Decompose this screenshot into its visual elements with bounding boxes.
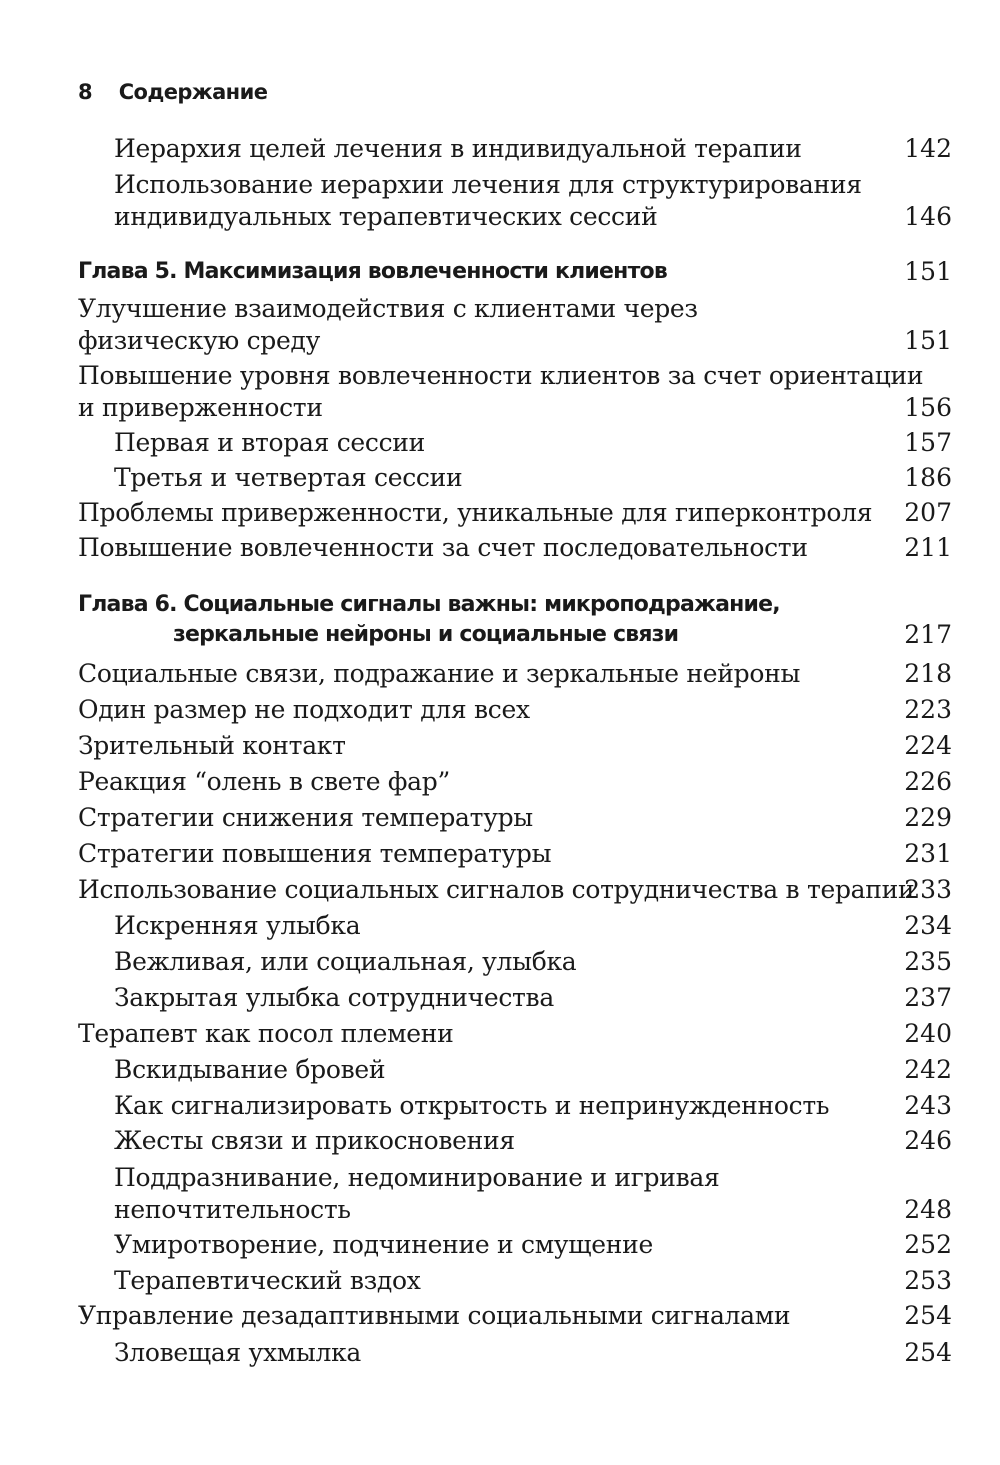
toc-entry-title-line2: физическую среду [78, 326, 321, 355]
toc-entry-title-line2: индивидуальных терапевтических сессий [114, 202, 658, 231]
toc-entry-page: 207 [904, 498, 952, 527]
toc-entry-page: 234 [904, 911, 952, 940]
toc-entry-page: 252 [904, 1230, 952, 1259]
toc-entry-page: 237 [904, 983, 952, 1012]
toc-entry-page: 211 [904, 533, 952, 562]
toc-entry-title: Повышение вовлеченности за счет последовательности [78, 533, 808, 562]
toc-entry-title: Искренняя улыбка [114, 911, 361, 940]
chapter-title-line2: зеркальные нейроны и социальные связи [173, 622, 679, 647]
toc-entry-page: 146 [904, 202, 952, 231]
toc-entry-page: 223 [904, 695, 952, 724]
toc-entry-title: Стратегии снижения температуры [78, 803, 533, 832]
toc-entry-title: Использование социальных сигналов сотрудничества в терапии [78, 875, 915, 904]
toc-entry-page: 229 [904, 803, 952, 832]
toc-entry-title: Социальные связи, подражание и зеркальные нейроны [78, 659, 801, 688]
running-header [78, 80, 267, 104]
toc-entry-title-line1: Использование иерархии лечения для структурирования [114, 170, 862, 199]
toc-entry-title: Первая и вторая сессии [114, 428, 426, 457]
toc-entry-page: 246 [904, 1126, 952, 1155]
toc-entry-title: Как сигнализировать открытость и непринужденность [114, 1091, 830, 1120]
toc-entry-page: 242 [904, 1055, 952, 1084]
toc-entry-title-line1: Улучшение взаимодействия с клиентами через [78, 294, 698, 323]
toc-entry-page: 151 [904, 326, 952, 355]
toc-entry-title: Вскидывание бровей [114, 1055, 386, 1084]
toc-entry-page: 142 [904, 134, 952, 163]
toc-entry-page: 224 [904, 731, 952, 760]
toc-entry-page: 243 [904, 1091, 952, 1120]
chapter-title-line1: Глава 6. Социальные сигналы важны: микроподражание, [78, 592, 780, 617]
toc-entry-title: Вежливая, или социальная, улыбка [114, 947, 577, 976]
toc-entry-page: 217 [904, 620, 952, 649]
toc-entry-page: 254 [904, 1338, 952, 1367]
toc-entry-page: 253 [904, 1266, 952, 1295]
toc-entry-title: Управление дезадаптивными социальными сигналами [78, 1301, 791, 1330]
toc-entry-page: 156 [904, 393, 952, 422]
toc-entry-page: 218 [904, 659, 952, 688]
toc-entry-title: Терапевт как посол племени [78, 1019, 454, 1048]
toc-entry-title: Жесты связи и прикосновения [114, 1126, 515, 1155]
toc-entry-title-line1: Повышение уровня вовлеченности клиентов за счет ориентации [78, 361, 924, 390]
toc-entry-title-line2: и приверженности [78, 393, 323, 422]
toc-entry-title: Реакция “олень в свете фар” [78, 767, 450, 796]
toc-entry-title: Один размер не подходит для всех [78, 695, 530, 724]
toc-entry-page: 254 [904, 1301, 952, 1330]
header-title: Содержание [118, 80, 268, 104]
toc-entry-title: Проблемы приверженности, уникальные для гиперконтроля [78, 498, 873, 527]
toc-entry-title: Стратегии повышения температуры [78, 839, 552, 868]
toc-entry-title-line2: непочтительность [114, 1195, 351, 1224]
page-number: 8 [78, 80, 93, 104]
toc-entry-page: 226 [904, 767, 952, 796]
toc-entry-title: Закрытая улыбка сотрудничества [114, 983, 554, 1012]
toc-entry-page: 231 [904, 839, 952, 868]
toc-entry-page: 235 [904, 947, 952, 976]
toc-entry-page: 240 [904, 1019, 952, 1048]
toc-entry-title: Терапевтический вздох [114, 1266, 421, 1295]
chapter-title: Глава 5. Максимизация вовлеченности клиентов [78, 259, 667, 284]
toc-entry-title: Зловещая ухмылка [114, 1338, 362, 1367]
toc-entry-page: 157 [904, 428, 952, 457]
toc-entry-title: Иерархия целей лечения в индивидуальной терапии [114, 134, 802, 163]
toc-entry-page: 186 [904, 463, 952, 492]
toc-entry-page: 233 [904, 875, 952, 904]
toc-entry-title: Умиротворение, подчинение и смущение [114, 1230, 653, 1259]
toc-entry-title: Зрительный контакт [78, 731, 346, 760]
toc-entry-page: 151 [904, 257, 952, 286]
toc-entry-title: Третья и четвертая сессии [114, 463, 463, 492]
toc-entry-page: 248 [904, 1195, 952, 1224]
toc-entry-title-line1: Поддразнивание, недоминирование и игривая [114, 1163, 720, 1192]
